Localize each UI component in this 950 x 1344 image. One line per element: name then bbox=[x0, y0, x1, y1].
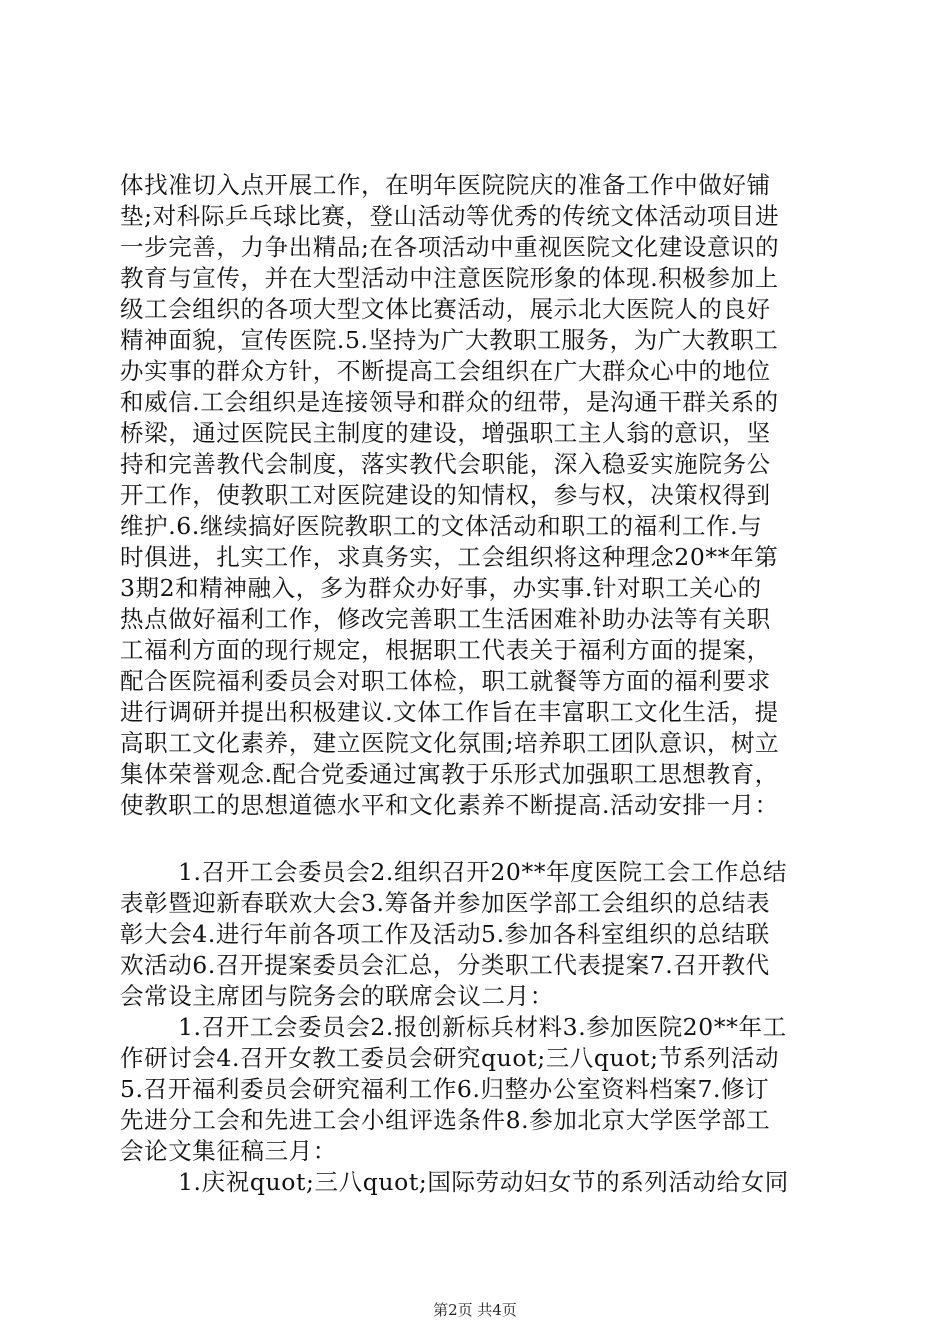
paragraph-gap bbox=[120, 821, 840, 857]
text-line: 工福利方面的现行规定，根据职工代表关于福利方面的提案， bbox=[120, 636, 771, 664]
text-line: 3期2和精神融入，多为群众办好事，办实事.针对职工关心的 bbox=[120, 574, 762, 602]
page-footer: 第2页 共4页 bbox=[433, 1301, 517, 1319]
paragraph bbox=[120, 1012, 840, 1167]
paragraph bbox=[120, 170, 840, 821]
text-line: 会常设主席团与院务会的联席会议二月： bbox=[120, 982, 554, 1010]
text-line: 办实事的群众方针，不断提高工会组织在广大群众心中的地位 bbox=[120, 357, 771, 385]
text-line: 使教职工的思想道德水平和文化素养不断提高.活动安排一月： bbox=[120, 791, 779, 819]
text-line: 高职工文化素养，建立医院文化氛围;培养职工团队意识，树立 bbox=[120, 729, 780, 757]
text-line: 配合医院福利委员会对职工体检，职工就餐等方面的福利要求 bbox=[120, 667, 771, 695]
paragraph bbox=[120, 1167, 840, 1198]
text-line: 持和完善教代会制度，落实教代会职能，深入稳妥实施院务公 bbox=[120, 450, 771, 478]
text-line: 一步完善，力争出精品;在各项活动中重视医院文化建设意识的 bbox=[120, 233, 780, 261]
text-line: 欢活动6.召开提案委员会汇总，分类职工代表提案7.召开教代 bbox=[120, 951, 770, 979]
text-line: 表彰暨迎新春联欢大会3.筹备并参加医学部工会组织的总结表 bbox=[120, 889, 771, 917]
text-line: 作研讨会4.召开女教工委员会研究quot;三八quot;节系列活动 bbox=[120, 1044, 780, 1072]
text-line: 桥梁，通过医院民主制度的建设，增强职工主人翁的意识，坚 bbox=[120, 419, 771, 447]
text-line: 5.召开福利委员会研究福利工作6.归整办公室资料档案7.修订 bbox=[120, 1075, 770, 1103]
text-line: 集体荣誉观念.配合党委通过寓教于乐形式加强职工思想教育， bbox=[120, 760, 779, 788]
text-line: 体找准切入点开展工作，在明年医院院庆的准备工作中做好铺 bbox=[120, 171, 771, 199]
text-line: 1.庆祝quot;三八quot;国际劳动妇女节的系列活动给女同 bbox=[178, 1168, 789, 1196]
text-line: 教育与宣传，并在大型活动中注意医院形象的体现.积极参加上 bbox=[120, 264, 779, 292]
text-line: 和威信.工会组织是连接领导和群众的纽带，是沟通干群关系的 bbox=[120, 388, 779, 416]
text-line: 热点做好福利工作，修改完善职工生活困难补助办法等有关职 bbox=[120, 605, 771, 633]
text-line: 时俱进，扎实工作，求真务实，工会组织将这种理念20**年第 bbox=[120, 543, 779, 571]
text-line: 开工作，使教职工对医院建设的知情权，参与权，决策权得到 bbox=[120, 481, 771, 509]
text-line: 彰大会4.进行年前各项工作及活动5.参加各科室组织的总结联 bbox=[120, 920, 770, 948]
text-line: 级工会组织的各项大型文体比赛活动，展示北大医院人的良好 bbox=[120, 295, 771, 323]
text-line: 维护.6.继续搞好医院教职工的文体活动和职工的福利工作.与 bbox=[120, 512, 763, 540]
paragraph bbox=[120, 857, 840, 1012]
text-line: 1.召开工会委员会2.组织召开20**年度医院工会工作总结 bbox=[178, 858, 788, 886]
text-line: 进行调研并提出积极建议.文体工作旨在丰富职工文化生活，提 bbox=[120, 698, 779, 726]
text-line: 先进分工会和先进工会小组评选条件8.参加北京大学医学部工 bbox=[120, 1106, 771, 1134]
text-line: 1.召开工会委员会2.报创新标兵材料3.参加医院20**年工 bbox=[178, 1013, 787, 1041]
text-line: 会论文集征稿三月： bbox=[120, 1137, 337, 1165]
document-body bbox=[120, 170, 840, 1198]
text-line: 精神面貌，宣传医院.5.坚持为广大教职工服务，为广大教职工 bbox=[120, 326, 779, 354]
text-line: 垫;对科际乒乓球比赛，登山活动等优秀的传统文体活动项目进 bbox=[120, 202, 780, 230]
